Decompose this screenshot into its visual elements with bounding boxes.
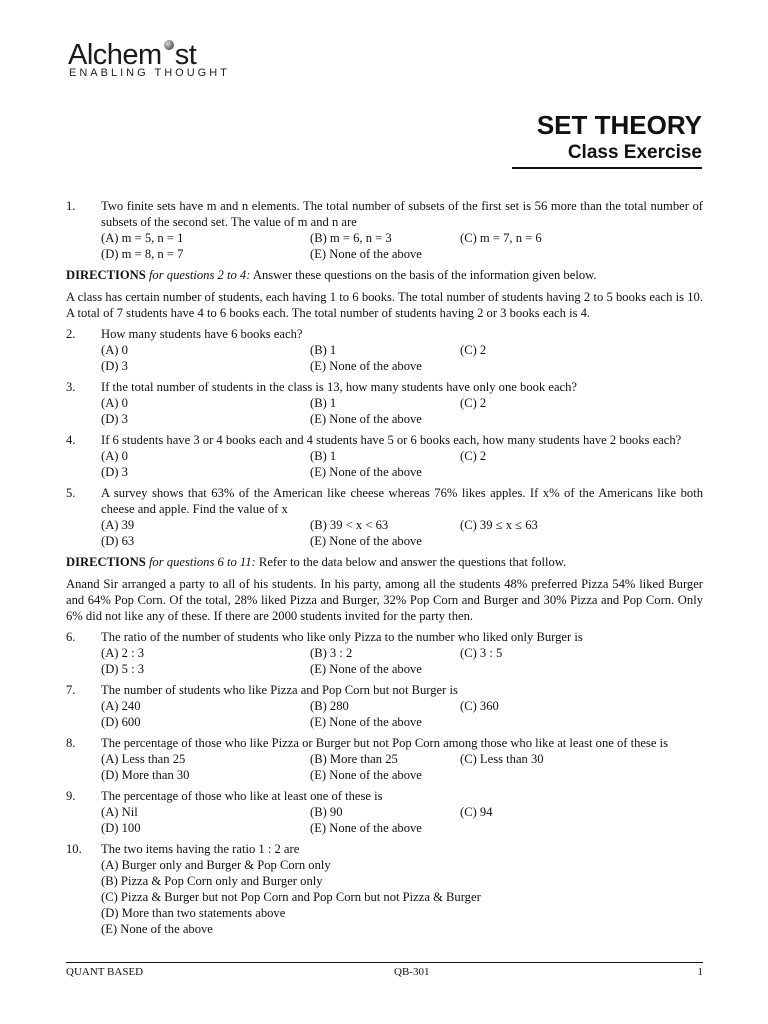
header <box>537 109 702 165</box>
question-text: The two items having the ratio 1 : 2 are <box>101 842 300 856</box>
footer-section-label: QUANT BASED <box>66 966 144 978</box>
answer-option: (E) None of the above <box>310 534 422 548</box>
question-text: If 6 students have 3 or 4 books each and 4 students have 5 or 6 books each, how many students have 2 books each? <box>101 433 682 447</box>
question-2 <box>66 326 703 374</box>
question-6 <box>66 629 703 677</box>
title-underline <box>512 167 702 169</box>
question-body <box>101 432 703 480</box>
answer-option: (D) 3 <box>101 359 128 373</box>
answer-options <box>101 448 703 480</box>
question-text: The percentage of those who like Pizza or Burger but not Pop Corn among those who like at least one of these is <box>101 736 669 750</box>
answer-option: (A) Burger only and Burger & Pop Corn only <box>101 858 331 872</box>
answer-option: (B) 1 <box>310 449 337 463</box>
question-number: 9. <box>66 789 76 803</box>
question-text: A survey shows that 63% of the American like cheese whereas 76% likes apples. If x% of the Americans like both cheese and apple. Find the value of x <box>101 486 703 516</box>
question-number: 3. <box>66 380 76 394</box>
question-body <box>101 326 703 374</box>
question-body <box>101 735 703 783</box>
answer-option: (B) Pizza & Pop Corn only and Burger only <box>101 874 323 888</box>
directions <box>66 554 703 570</box>
logo-sphere-icon <box>164 40 174 50</box>
page-subtitle: Class Exercise <box>567 142 702 163</box>
question-5 <box>66 485 703 549</box>
logo-tagline: ENABLING THOUGHT <box>69 67 230 79</box>
question-text: The number of students who like Pizza and Pop Corn but not Burger is <box>101 683 458 697</box>
answer-option: (D) 3 <box>101 465 128 479</box>
answer-option: (A) 0 <box>101 449 128 463</box>
passage: A class has certain number of students, each having 1 to 6 books. The total number of students having 2 to 5 books each is 10. A total of 7 students have 4 to 6 books each. The total number of students having 2 or 3 books each is 4. <box>66 290 703 320</box>
directions-label: DIRECTIONS <box>66 268 146 282</box>
answer-option: (C) 360 <box>460 699 499 713</box>
answer-option: (C) 2 <box>460 343 487 357</box>
answer-option: (D) 63 <box>101 534 135 548</box>
answer-option: (C) 39 ≤ x ≤ 63 <box>460 518 538 532</box>
answer-options <box>101 698 703 730</box>
logo-wordmark: Alchem st <box>68 39 197 71</box>
answer-option: (E) None of the above <box>310 465 422 479</box>
question-7 <box>66 682 703 730</box>
question-10 <box>66 841 703 937</box>
question-number: 7. <box>66 683 76 697</box>
answer-option: (C) 94 <box>460 805 493 819</box>
question-number: 6. <box>66 630 76 644</box>
question-body <box>101 682 703 730</box>
question-body <box>101 788 703 836</box>
question-number: 4. <box>66 433 76 447</box>
question-body <box>101 485 703 549</box>
directions-scope: for questions 2 to 4: <box>148 268 251 282</box>
answer-option: (E) None of the above <box>310 768 422 782</box>
answer-option: (A) 39 <box>101 518 135 532</box>
page-footer <box>66 962 703 978</box>
question-text: Two finite sets have m and n elements. The total number of subsets of the first set is 56 more than the total number of subsets of the second set. The value of m and n are <box>101 199 703 229</box>
answer-option: (E) None of the above <box>310 412 422 426</box>
answer-option: (B) 1 <box>310 396 337 410</box>
answer-option: (E) None of the above <box>310 715 422 729</box>
answer-option: (C) m = 7, n = 6 <box>460 231 542 245</box>
worksheet-body <box>66 198 703 942</box>
answer-option: (A) Less than 25 <box>101 752 186 766</box>
footer-code: QB-301 <box>394 966 430 978</box>
answer-option: (E) None of the above <box>310 359 422 373</box>
answer-options <box>101 342 703 374</box>
answer-option: (D) 600 <box>101 715 141 729</box>
answer-options <box>101 395 703 427</box>
answer-option: (A) Nil <box>101 805 138 819</box>
question-8 <box>66 735 703 783</box>
passage: Anand Sir arranged a party to all of his students. In his party, among all the students 48% preferred Pizza 54% liked Burger and 64% Pop Corn. Of the total, 28% liked Pizza and Burger, 32% Pop Corn and Burger and 30% Pizza and Pop Corn. Only 6% did not like any of these. If there are 2000 students invited for the party then. <box>66 577 703 623</box>
question-number: 8. <box>66 736 76 750</box>
answer-option: (A) 2 : 3 <box>101 646 145 660</box>
answer-options <box>101 804 703 836</box>
question-number: 10. <box>66 842 82 856</box>
question-body <box>101 841 703 937</box>
question-number: 5. <box>66 486 76 500</box>
question-text: If the total number of students in the class is 13, how many students have only one book each? <box>101 380 578 394</box>
directions-text: Refer to the data below and answer the questions that follow. <box>255 555 567 569</box>
answer-option: (B) More than 25 <box>310 752 398 766</box>
directions-label: DIRECTIONS <box>66 555 146 569</box>
answer-option: (A) m = 5, n = 1 <box>101 231 184 245</box>
answer-option: (E) None of the above <box>310 821 422 835</box>
answer-option: (D) m = 8, n = 7 <box>101 247 184 261</box>
question-body <box>101 379 703 427</box>
answer-option: (A) 0 <box>101 343 128 357</box>
question-text: The ratio of the number of students who like only Pizza to the number who liked only Burger is <box>101 630 583 644</box>
brand-logo <box>68 40 230 79</box>
page-title: SET THEORY <box>536 110 702 140</box>
answer-option: (C) 2 <box>460 449 487 463</box>
directions-text: Answer these questions on the basis of the information given below. <box>250 268 597 282</box>
question-text: How many students have 6 books each? <box>101 327 303 341</box>
question-number: 1. <box>66 199 76 213</box>
answer-option: (B) 1 <box>310 343 337 357</box>
answer-options <box>101 857 703 937</box>
answer-option: (E) None of the above <box>310 662 422 676</box>
answer-option: (B) 90 <box>310 805 343 819</box>
answer-options <box>101 517 703 549</box>
question-9 <box>66 788 703 836</box>
answer-option: (A) 240 <box>101 699 141 713</box>
directions-scope: for questions 6 to 11: <box>148 555 256 569</box>
page-number: 1 <box>697 966 703 978</box>
answer-option: (C) Pizza & Burger but not Pop Corn and Pop Corn but not Pizza & Burger <box>101 890 481 904</box>
answer-option: (A) 0 <box>101 396 128 410</box>
answer-option: (D) More than 30 <box>101 768 190 782</box>
answer-options <box>101 230 703 262</box>
answer-option: (C) Less than 30 <box>460 752 544 766</box>
answer-option: (C) 2 <box>460 396 487 410</box>
directions <box>66 267 703 283</box>
question-3 <box>66 379 703 427</box>
answer-option: (B) m = 6, n = 3 <box>310 231 392 245</box>
answer-option: (E) None of the above <box>310 247 422 261</box>
answer-option: (D) 100 <box>101 821 141 835</box>
question-text: The percentage of those who like at least one of these is <box>101 789 383 803</box>
answer-option: (E) None of the above <box>101 922 213 936</box>
question-4 <box>66 432 703 480</box>
answer-option: (B) 39 < x < 63 <box>310 518 389 532</box>
answer-option: (C) 3 : 5 <box>460 646 503 660</box>
answer-option: (D) 3 <box>101 412 128 426</box>
question-body <box>101 198 703 262</box>
question-number: 2. <box>66 327 76 341</box>
answer-option: (B) 280 <box>310 699 349 713</box>
answer-option: (B) 3 : 2 <box>310 646 353 660</box>
answer-options <box>101 645 703 677</box>
answer-option: (D) More than two statements above <box>101 906 286 920</box>
answer-options <box>101 751 703 783</box>
question-body <box>101 629 703 677</box>
answer-option: (D) 5 : 3 <box>101 662 145 676</box>
question-1 <box>66 198 703 262</box>
